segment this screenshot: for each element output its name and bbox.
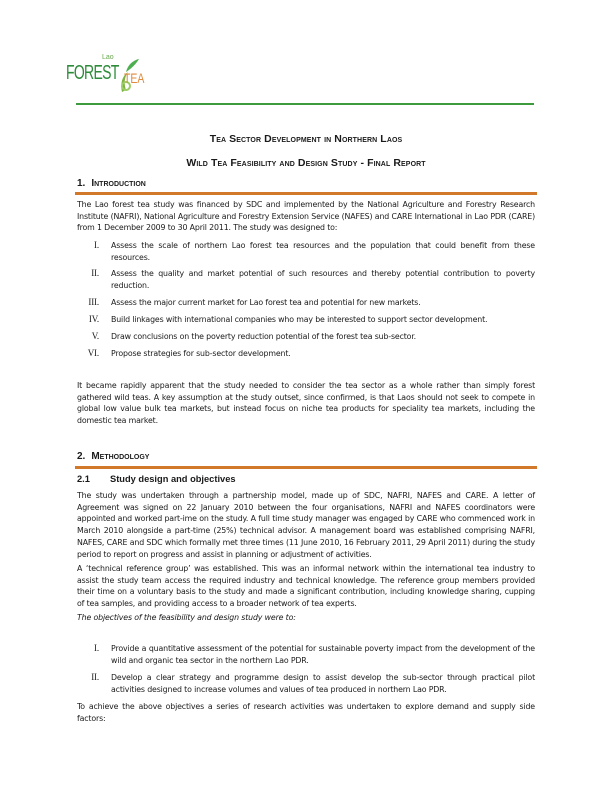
- intro-paragraph: The Lao forest tea study was financed by SDC and implemented by the National Agriculture and Forestry Research Institute (NAFRI), National Agriculture and Forestry Extension Service (NAFES) and CARE International in Lao PDR (CARE) from 1 December 2009 to 30 April 2011. The study was designed to:: [77, 200, 535, 233]
- subsection-title: Study design and objectives: [110, 474, 236, 484]
- section-rule: [75, 466, 537, 469]
- list-text: Draw conclusions on the poverty reduction potential of the forest tea sub-sector.: [111, 332, 417, 341]
- logo-tea-text: TEA: [124, 70, 145, 86]
- section-number: 1.: [77, 178, 86, 189]
- list-numeral: II.: [91, 672, 99, 682]
- intro-closing-paragraph: It became rapidly apparent that the study needed to consider the tea sector as a whole rather than simply forest gathered wild teas. A key assumption at the study outset, since confirmed, is that Laos should not seek to compete in global low value bulk tea markets, but instead focus on niche tea products for speciality tea markets, including the domestic tea market.: [77, 381, 535, 426]
- section-heading-introduction: [77, 178, 146, 189]
- section-number: 2.: [77, 451, 86, 462]
- section-title: Methodology: [91, 451, 150, 462]
- list-text: Build linkages with international companies who may be interested to support sector development.: [111, 315, 488, 324]
- list-text: Propose strategies for sub-sector development.: [111, 349, 291, 358]
- logo-lao-text: Lao: [102, 54, 114, 61]
- objectives-intro: The objectives of the feasibility and design study were to:: [77, 613, 296, 622]
- list-text: Assess the major current market for Lao forest tea and potential for new markets.: [111, 298, 421, 307]
- reference-group-paragraph: A ‘technical reference group’ was established. This was an informal network within the international tea industry to assist the study team access the required industry and technical knowledge. The reference group members provided their time on a voluntary basis to the study and made a significant contribution, including knowledge sharing, cupping of tea samples, and providing access to a broader network of tea experts.: [77, 564, 535, 609]
- document-title: Tea Sector Development in Northern Laos: [209, 133, 403, 145]
- list-numeral: III.: [88, 297, 99, 307]
- subsection-heading: [77, 474, 236, 484]
- lao-forest-tea-logo: [66, 52, 156, 98]
- list-text: Provide a quantitative assessment of the potential for sustainable poverty impact from the development of the wild and organic tea sector in the northern Lao PDR.: [111, 644, 535, 665]
- list-text: Assess the scale of northern Lao forest tea resources and the population that could benefit from these resources.: [111, 241, 535, 262]
- list-numeral: IV.: [88, 314, 99, 324]
- logo-forest-text: FOREST: [66, 62, 119, 84]
- study-design-paragraph: The study was undertaken through a partnership model, made up of SDC, NAFRI, NAFES and CARE. A letter of Agreement was signed on 22 January 2010 between the four organisations, NAFRI and NAFES coordinators were appointed and worked part-ime on the study. A full time study manager was engaged by CARE who commenced work in March 2010 alongside a part-time (25%) technical advisor. A management board was established comprising NAFRI, NAFES, CARE and SDC which formally met three times (11 June 2010, 16 February 2011, 29 April 2011) during the study period to report on progress and assist in planning or adjustment of activities.: [77, 491, 535, 559]
- section-heading-methodology: [77, 451, 149, 462]
- section-rule: [75, 192, 537, 195]
- list-numeral: VI.: [87, 348, 99, 358]
- section-title: Introduction: [91, 178, 146, 189]
- subsection-number: 2.1: [77, 474, 90, 484]
- list-text: Assess the quality and market potential of such resources and thereby potential contribution to poverty reduction.: [111, 269, 535, 290]
- header-rule: [76, 103, 534, 105]
- list-numeral: V.: [91, 331, 99, 341]
- list-numeral: II.: [91, 268, 99, 278]
- research-activities-paragraph: To achieve the above objectives a series of research activities was undertaken to explore demand and supply side factors:: [77, 702, 535, 723]
- list-numeral: I.: [94, 643, 99, 653]
- list-text: Develop a clear strategy and programme design to assist develop the sub-sector through practical pilot activities designed to increase volumes and values of tea produced in northern Lao PDR.: [111, 673, 535, 694]
- list-numeral: I.: [94, 240, 99, 250]
- document-subtitle: Wild Tea Feasibility and Design Study - Final Report: [186, 157, 426, 169]
